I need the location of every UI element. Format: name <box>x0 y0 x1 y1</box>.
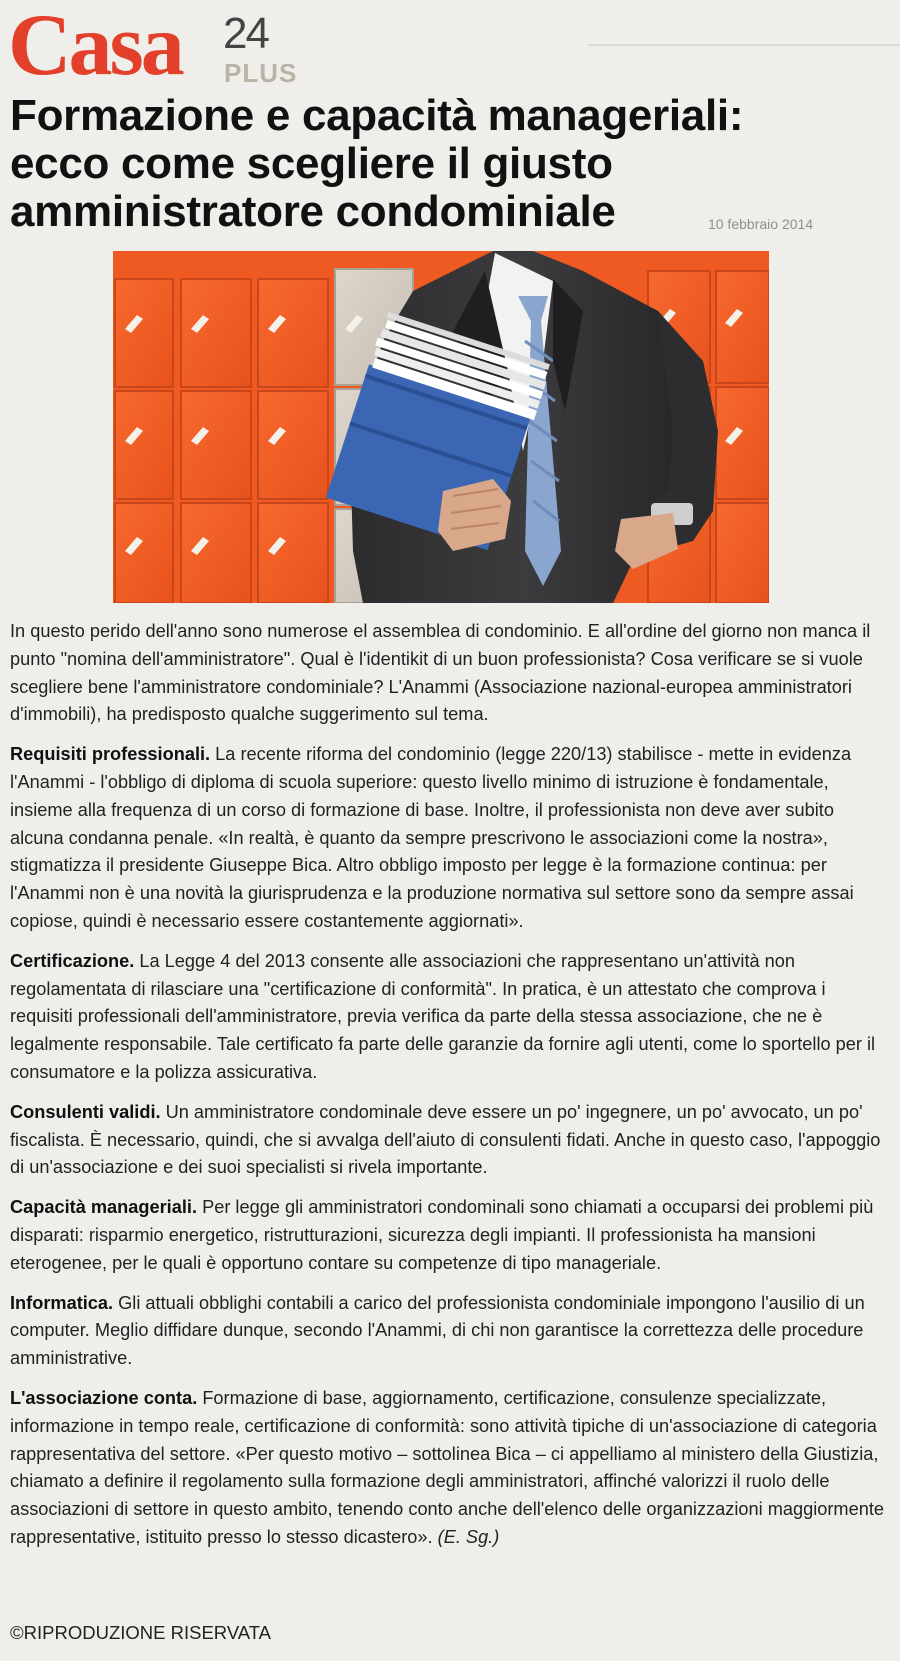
section-text: Un amministratore condominale deve essere un po' ingegnere, un po' avvocato, un po' fiscalista. È necessario, quindi, che si avvalga dell'aiuto di consulenti fidati. Anche in questo caso, l'appoggio di un'associazione e dei suoi specialisti si rivela importante. <box>10 1101 881 1178</box>
article-date: 10 febbraio 2014 <box>708 216 814 232</box>
section-text: Per legge gli amministratori condominali sono chiamati a occuparsi dei problemi più disparati: risparmio energetico, ristrutturazioni, sicurezza degli impianti. Il professionista ha mansioni eterogenee, per le quali è opportuno contare su competenze di tipo manageriale. <box>10 1197 874 1273</box>
section-requisiti <box>10 741 890 936</box>
article-title: Formazione e capacità manageriali: ecco come scegliere il giusto amministratore condominiale <box>10 91 744 236</box>
section-associazione <box>10 1385 890 1552</box>
article-hero-image <box>113 251 769 603</box>
section-heading: Informatica. <box>10 1292 114 1313</box>
section-certificazione <box>10 948 890 1087</box>
casa24-plus-logo[interactable] <box>8 0 328 94</box>
section-text: La Legge 4 del 2013 consente alle associazioni che rappresentano un'attività non regolamentata di rilasciare una "certificazione di conformità". In pratica, è un attestato che comprova i requisiti professionali dell'amministratore, previa verifica da parte della stessa associazione, che ne è legalmente responsabile. Tale certificato fa parte delle garanzie da fornire agli utenti, come lo sportello per il consumatore e la polizza assicurativa. <box>10 950 876 1082</box>
section-text: Formazione di base, aggiornamento, certificazione, consulenze specializzate, informazione in tempo reale, certificazione di conformità: sono attività tipiche di un'associazione di categoria rappresentativa del settore. «Per questo motivo – sottolinea Bica – ci appelliamo al ministero della Giustizia, chiamato a definire il regolamento sulla formazione degli amministratori, affinché valorizzi il ruolo delle associazioni di settore in questo ambito, tenendo conto anche dell'elenco delle organizzazioni maggiormente rappresentative, istituito presso lo stesso dicastero». <box>10 1387 884 1547</box>
section-informatica <box>10 1290 890 1373</box>
section-heading: L'associazione conta. <box>10 1387 198 1408</box>
article-intro: In questo perido dell'anno sono numerose el assemblea di condominio. E all'ordine del giorno non manca il punto "nomina dell'amministratore". Qual è l'identikit di un buon professionista? Cosa verificare se si vuole scegliere bene l'amministratore condominiale? L'Anammi (Associazione nazional-europea amministratori d'immobili), ha predisposto qualche suggerimento sul tema. <box>10 621 871 725</box>
businessman-with-folders-illustration <box>113 251 769 603</box>
section-heading: Capacità manageriali. <box>10 1197 198 1218</box>
logo-number-text: 24 <box>223 9 268 58</box>
section-text: Gli attuali obblighi contabili a carico del professionista condominiale impongono l'ausilio di un computer. Meglio diffidare dunque, secondo l'Anammi, di chi non garantisce la correttezza delle procedure amministrative. <box>10 1292 865 1369</box>
section-heading: Requisiti professionali. <box>10 744 211 765</box>
section-consulenti <box>10 1099 890 1182</box>
section-capacita <box>10 1194 890 1277</box>
section-text: La recente riforma del condominio (legge 220/13) stabilisce - mette in evidenza l'Anammi - l'obbligo di diploma di scuola superiore: questo livello minimo di istruzione è fondamentale, insieme alla frequenza di un corso di formazione di base. Inoltre, il professionista non deve aver subito alcuna condanna penale. «In realtà, è quanto da sempre prescrivono le associazioni come la nostra», stigmatizza il presidente Giuseppe Bica. Altro obbligo imposto per legge è la formazione continua: per l'Anammi non è una novità la giurisprudenza e la produzione normativa sul settore sono da sempre assai copiose, quindi è necessario essere costantemente aggiornati». <box>10 744 854 931</box>
logo-casa-text: Casa <box>8 0 182 94</box>
header-divider <box>588 44 900 46</box>
section-heading: Consulenti validi. <box>10 1101 161 1122</box>
copyright-notice: ©RIPRODUZIONE RISERVATA <box>10 1622 272 1643</box>
article-body <box>10 618 890 1564</box>
author-signature: (E. Sg.) <box>437 1526 500 1547</box>
logo-plus-text: PLUS <box>224 58 298 88</box>
section-heading: Certificazione. <box>10 950 135 971</box>
